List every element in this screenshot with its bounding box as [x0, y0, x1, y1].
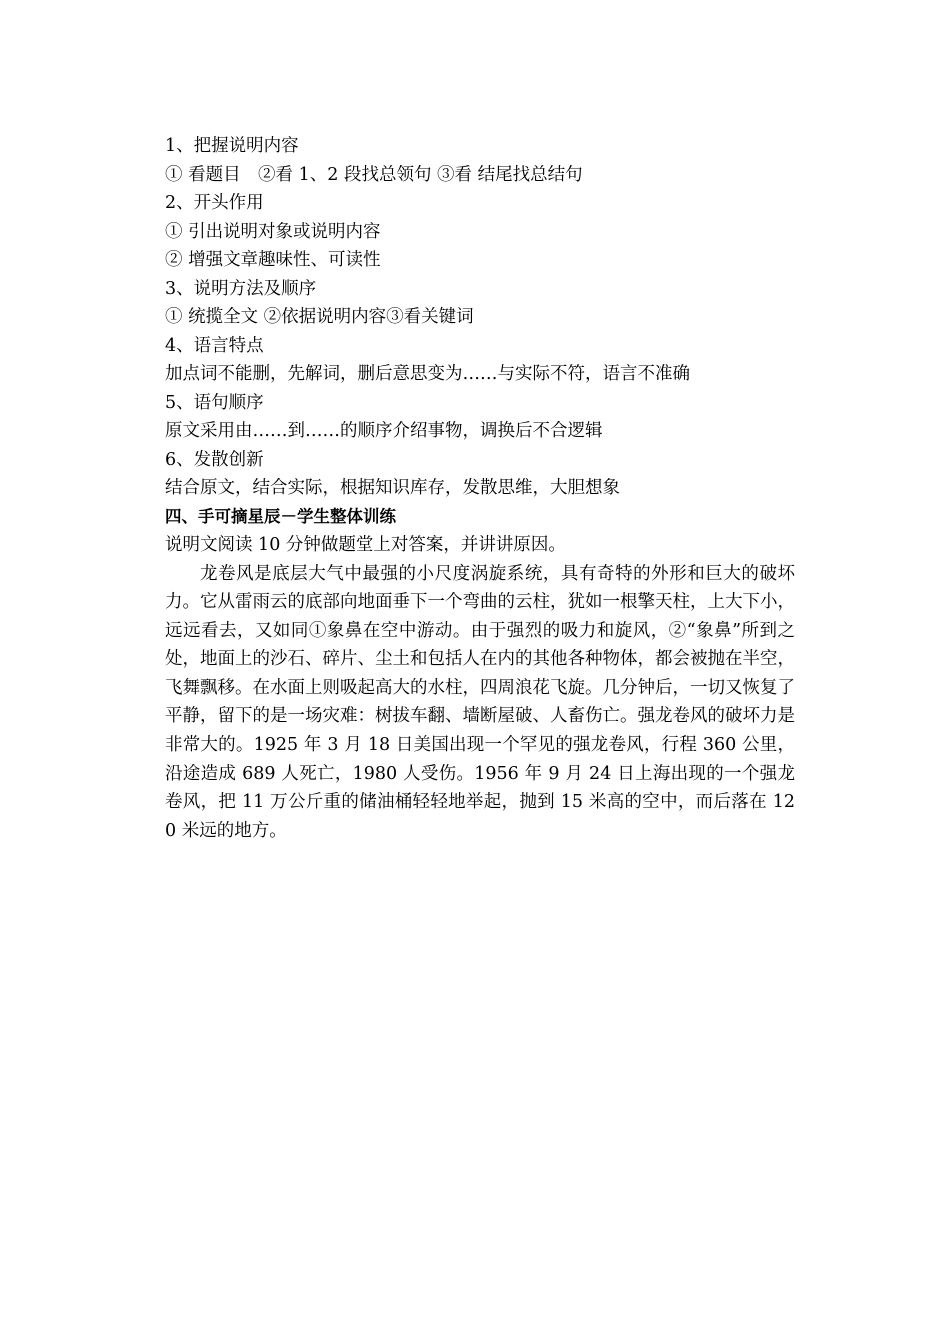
tip-opening-function-2: ② 增强文章趣味性、可读性	[165, 250, 381, 270]
tip-opening-function-1: ① 引出说明对象或说明内容	[165, 221, 381, 242]
tip-divergent-innovation: 结合原文，结合实际，根据知识库存，发散思维，大胆想象	[165, 478, 620, 498]
section-heading: 四、手可摘星辰－学生整体训练	[165, 506, 396, 526]
instruction-text: 说明文阅读 10 分钟做题堂上对答案，并讲讲原因。	[165, 535, 566, 555]
document-body	[165, 132, 795, 845]
heading-language-features: 4、语言特点	[165, 335, 264, 356]
heading-grasp-content: 1、把握说明内容	[165, 136, 299, 156]
heading-sentence-order: 5、语句顺序	[165, 392, 264, 413]
reading-passage: 龙卷风是底层大气中最强的小尺度涡旋系统，具有奇特的外形和巨大的破坏力。它从雷雨云的底部向地面垂下一个弯曲的云柱，犹如一根擎天柱，上大下小，远远看去，又如同①象鼻在空中游动。由于强烈的吸力和旋风，②“象鼻”所到之处，地面上的沙石、碎片、尘土和包括人在内的其他各种物体，都会被抛在半空，飞舞飘移。在水面上则吸起高大的水柱，四周浪花飞旋。几分钟后，一切又恢复了平静，留下的是一场灾难：树拔车翻、墙断屋破、人畜伤亡。强龙卷风的破坏力是非常大的。1925 年 3 月 18 日美国出现一个罕见的强龙卷风，行程 360 公里，沿途造成 689 人死亡，1980 人受伤。1956 年 9 月 24 日上海出现的一个强龙卷风，把 11 万公斤重的储油桶轻轻地举起，抛到 15 米高的空中，而后落在 120 米远的地方。	[165, 563, 795, 841]
heading-divergent-innovation: 6、发散创新	[165, 449, 264, 470]
heading-methods-order: 3、说明方法及顺序	[165, 278, 317, 299]
tip-language-features: 加点词不能删，先解词，删后意思变为……与实际不符，语言不准确	[165, 364, 690, 384]
heading-opening-function: 2、开头作用	[165, 193, 264, 213]
tip-sentence-order: 原文采用由……到……的顺序介绍事物，调换后不合逻辑	[165, 421, 603, 441]
tip-grasp-content: ① 看题目 ②看 1、2 段找总领句 ③看 结尾找总结句	[165, 164, 583, 185]
tip-methods-order: ① 统揽全文 ②依据说明内容③看关键词	[165, 307, 474, 327]
